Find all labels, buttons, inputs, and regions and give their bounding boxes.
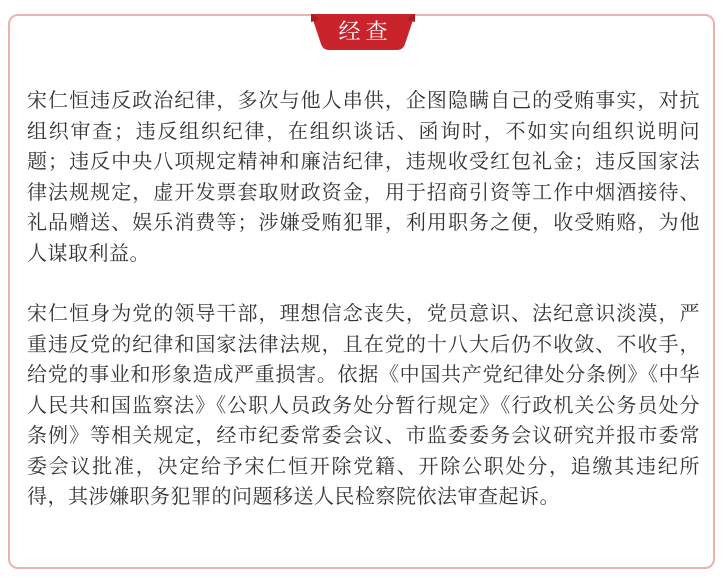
section-header-tab <box>311 14 415 51</box>
section-title: 经查 <box>338 20 393 45</box>
paragraph-findings: 宋仁恒违反政治纪律，多次与他人串供，企图隐瞒自己的受贿事实，对抗组织审查；违反组织纪律，在组织谈话、函询时，不如实向组织说明问题；违反中央八项规定精神和廉洁纪律，违规收受红包礼金；违反国家法律法规规定，虚开发票套取财政资金，用于招商引资等工作中烟酒接待、礼品赠送、娱乐消费等；涉嫌受贿犯罪，利用职务之便，收受贿赂，为他人谋取利益。 <box>27 88 700 265</box>
paragraph-decision: 宋仁恒身为党的领导干部，理想信念丧失，党员意识、法纪意识淡漠，严重违反党的纪律和国家法律法规，且在党的十八大后仍不收敛、不收手，给党的事业和形象造成严重损害。依据《中国共产党纪律处分条例》《中华人民共和国监察法》《公职人员政务处分暂行规定》《行政机关公务员处分条例》等相关规定，经市纪委常委会议、市监委委务会议研究并报市委常委会议批准，决定给予宋仁恒开除党籍、开除公职处分，追缴其违纪所得，其涉嫌职务犯罪的问题移送人民检察院依法审查起诉。 <box>27 301 700 508</box>
